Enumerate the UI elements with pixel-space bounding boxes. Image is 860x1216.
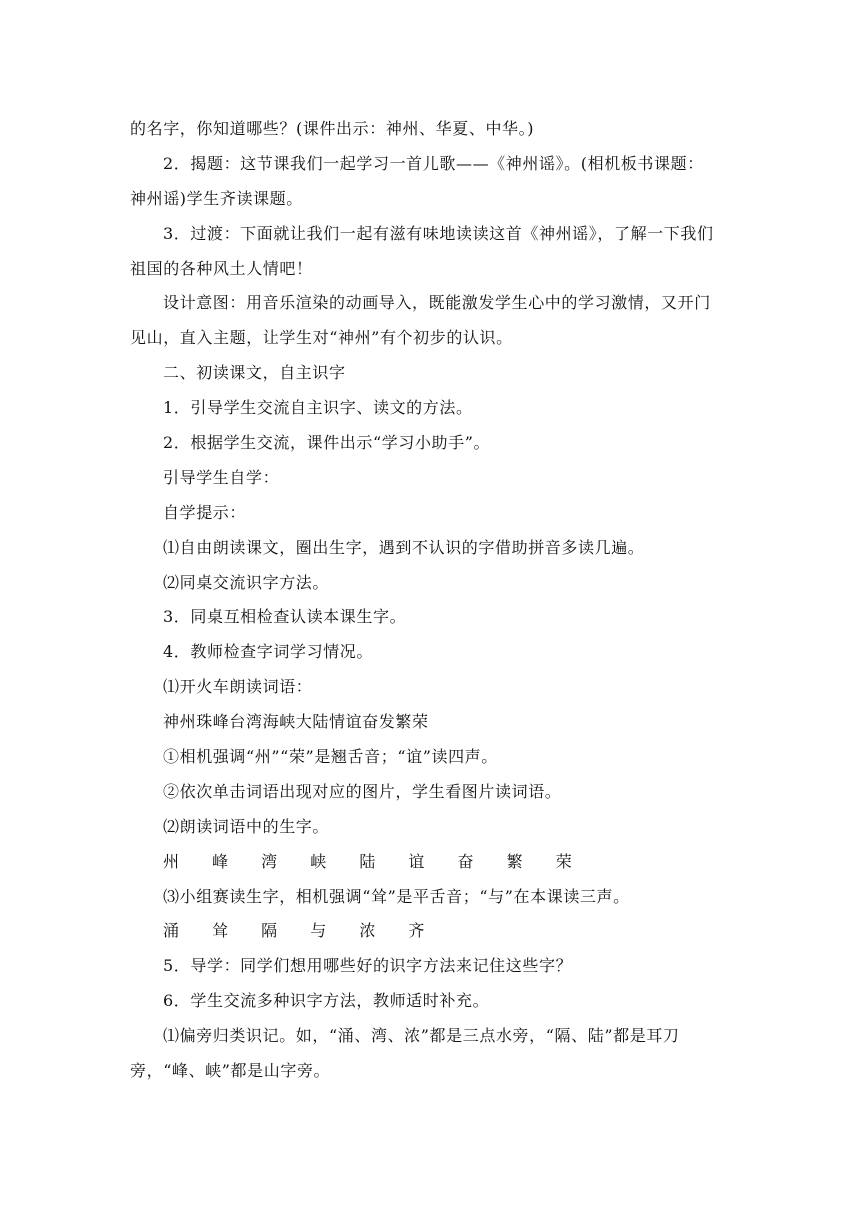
text-line: ⑶小组赛读生字，相机强调“耸”是平舌音；“与”在本课读三声。 [163, 886, 630, 906]
section-heading: 二、初读课文，自主识字 [163, 363, 346, 383]
word-list: 神州珠峰台湾海峡大陆情谊奋发繁荣 [163, 712, 429, 732]
text-line: 引导学生自学： [163, 467, 280, 487]
text-line: ①相机强调“州”“荣”是翘舌音；“谊”读四声。 [163, 747, 498, 767]
document-body [130, 112, 730, 1089]
character-list: 涌 耸 隔 与 浓 齐 [163, 921, 439, 941]
text-line: 的名字，你知道哪些？(课件出示：神州、华夏、中华。) [130, 119, 535, 138]
text-line: 6．学生交流多种识字方法，教师适时补充。 [163, 991, 490, 1011]
text-line: 1．引导学生交流自主识字、读文的方法。 [163, 398, 473, 418]
text-line: 5．导学：同学们想用哪些好的识字方法来记住这些字？ [163, 956, 573, 976]
text-line: 2．根据学生交流，课件出示“学习小助手”。 [163, 433, 491, 453]
text-line: 祖国的各种风土人情吧！ [130, 258, 313, 278]
text-line: 3．同桌互相检查认读本课生字。 [163, 607, 407, 627]
text-line: 2．揭题：这节课我们一起学习一首儿歌——《神州谣》。(相机板书课题： [163, 153, 704, 173]
text-line: ⑴自由朗读课文，圈出生字，遇到不认识的字借助拼音多读几遍。 [163, 537, 645, 557]
text-line: 4．教师检查字词学习情况。 [163, 642, 373, 662]
text-line: 见山，直入主题，让学生对“神州”有个初步的认识。 [130, 328, 513, 348]
text-line: 旁，“峰、峡”都是山字旁。 [130, 1061, 331, 1081]
character-list: 州 峰 湾 峡 陆 谊 奋 繁 荣 [163, 851, 586, 871]
text-line: 自学提示： [163, 502, 247, 522]
text-line: 3．过渡：下面就让我们一起有滋有味地读读这首《神州谣》，了解一下我们 [163, 223, 714, 243]
text-line: 设计意图：用音乐渲染的动画导入，既能激发学生心中的学习激情，又开门 [163, 293, 711, 313]
text-line: ⑵同桌交流识字方法。 [163, 572, 330, 592]
text-line: ⑵朗读词语中的生字。 [163, 816, 330, 836]
text-line: ⑴开火车朗读词语： [163, 677, 313, 697]
text-line: 神州谣)学生齐读课题。 [130, 188, 303, 208]
text-line: ⑴偏旁归类识记。如，“涌、湾、浓”都是三点水旁，“隔、陆”都是耳刀 [163, 1026, 680, 1046]
text-line: ②依次单击词语出现对应的图片，学生看图片读词语。 [163, 781, 562, 801]
